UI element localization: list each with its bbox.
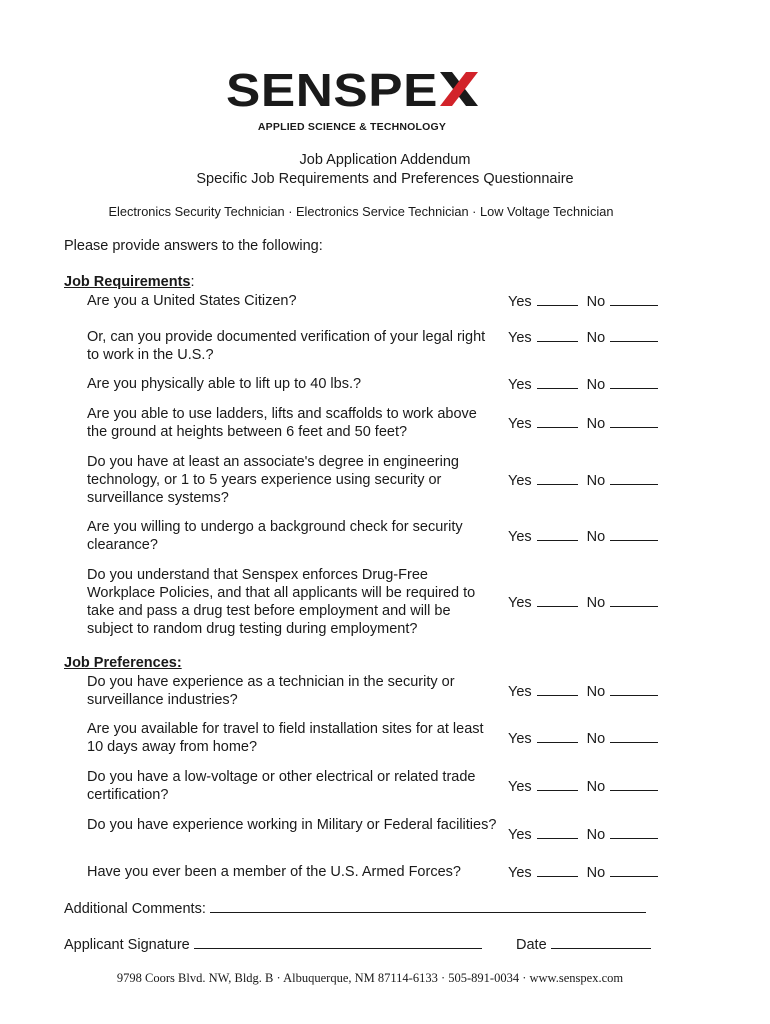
no-blank[interactable]: [610, 328, 658, 342]
title-line-2: Specific Job Requirements and Preferences Questionnaire: [196, 171, 574, 187]
yes-label: Yes: [508, 779, 532, 795]
requirement-answer-6: [508, 527, 668, 545]
requirement-question-5: Do you have at least an associate's degree in engineering technology, or 1 to 5 years experience using security or surveillance systems?: [87, 454, 459, 506]
title-line-1: Job Application Addendum: [299, 152, 471, 168]
preference-answer-1: [508, 682, 668, 700]
yes-blank[interactable]: [537, 593, 578, 607]
preference-question-3: Do you have a low-voltage or other electrical or related trade certification?: [87, 769, 476, 803]
requirement-question-3: Are you physically able to lift up to 40 lbs.?: [87, 376, 362, 392]
comments-blank[interactable]: [210, 898, 646, 913]
no-blank[interactable]: [610, 471, 658, 485]
no-label: No: [586, 684, 606, 700]
preference-question-1: Do you have experience as a technician in the security or surveillance industries?: [87, 674, 455, 708]
yes-blank[interactable]: [537, 527, 578, 541]
requirement-question-2: Or, can you provide documented verification of your legal right to work in the U.S.?: [87, 329, 486, 363]
yes-label: Yes: [508, 377, 532, 393]
preference-question-5: Have you ever been a member of the U.S. Armed Forces?: [87, 864, 461, 880]
yes-blank[interactable]: [537, 729, 578, 743]
no-label: No: [586, 865, 606, 881]
no-blank[interactable]: [610, 527, 658, 541]
requirement-answer-1: [508, 292, 668, 310]
requirements-heading-text: Job Requirements: [64, 274, 191, 290]
no-blank[interactable]: [610, 375, 658, 389]
date-label: Date: [516, 937, 547, 953]
requirement-answer-3: [508, 375, 668, 393]
yes-blank[interactable]: [537, 414, 578, 428]
no-label: No: [586, 529, 606, 545]
preference-question-4: Do you have experience working in Military or Federal facilities?: [87, 817, 497, 833]
no-label: No: [586, 377, 606, 393]
requirement-question-4: Are you able to use ladders, lifts and scaffolds to work above the ground at heights between 6 feet and 50 feet?: [87, 406, 477, 440]
no-label: No: [586, 330, 606, 346]
yes-blank[interactable]: [537, 328, 578, 342]
yes-blank[interactable]: [537, 825, 578, 839]
no-blank[interactable]: [610, 729, 658, 743]
no-label: No: [586, 294, 606, 310]
yes-label: Yes: [508, 294, 532, 310]
yes-label: Yes: [508, 731, 532, 747]
additional-comments-field: [64, 898, 646, 917]
yes-blank[interactable]: [537, 682, 578, 696]
requirement-question-1: Are you a United States Citizen?: [87, 293, 297, 309]
signature-label: Applicant Signature: [64, 937, 190, 953]
preference-question-2: Are you available for travel to field installation sites for at least 10 days away from home?: [87, 721, 484, 755]
requirement-answer-2: [508, 328, 668, 346]
yes-label: Yes: [508, 416, 532, 432]
yes-label: Yes: [508, 330, 532, 346]
preferences-heading: Job Preferences:: [64, 655, 182, 671]
date-field: [516, 934, 651, 953]
no-blank[interactable]: [610, 777, 658, 791]
no-label: No: [586, 827, 606, 843]
date-blank[interactable]: [551, 934, 651, 949]
yes-blank[interactable]: [537, 777, 578, 791]
no-label: No: [586, 473, 606, 489]
yes-label: Yes: [508, 865, 532, 881]
yes-label: Yes: [508, 595, 532, 611]
yes-label: Yes: [508, 529, 532, 545]
no-label: No: [586, 595, 606, 611]
requirement-answer-4: [508, 414, 668, 432]
no-blank[interactable]: [610, 593, 658, 607]
logo-tagline: APPLIED SCIENCE & TECHNOLOGY: [257, 121, 447, 133]
yes-label: Yes: [508, 827, 532, 843]
requirement-question-6: Are you willing to undergo a background check for security clearance?: [87, 519, 463, 553]
no-blank[interactable]: [610, 825, 658, 839]
no-blank[interactable]: [610, 414, 658, 428]
no-blank[interactable]: [610, 682, 658, 696]
position-list: Electronics Security Technician · Electronics Service Technician · Low Voltage Technician: [108, 204, 614, 219]
senspex-logo: [226, 66, 482, 110]
yes-label: Yes: [508, 473, 532, 489]
document-title: [0, 151, 770, 189]
applicant-signature-field: [64, 934, 482, 953]
no-label: No: [586, 416, 606, 432]
yes-blank[interactable]: [537, 471, 578, 485]
requirement-answer-5: [508, 471, 668, 489]
preference-answer-4: [508, 825, 668, 843]
preference-answer-3: [508, 777, 668, 795]
no-label: No: [586, 779, 606, 795]
comments-label: Additional Comments:: [64, 901, 206, 917]
preference-answer-5: [508, 863, 668, 881]
signature-blank[interactable]: [194, 934, 482, 949]
logo-wordmark: SENSPE: [226, 66, 438, 110]
intro-text: Please provide answers to the following:: [64, 238, 323, 254]
preference-answer-2: [508, 729, 668, 747]
no-label: No: [586, 731, 606, 747]
requirements-heading-colon: :: [190, 274, 195, 290]
logo-x-mark: [440, 72, 478, 106]
footer-address: 9798 Coors Blvd. NW, Bldg. B · Albuquerque, NM 87114-6133 · 505-891-0034 · www.senspex.com: [116, 971, 624, 985]
no-blank[interactable]: [610, 292, 658, 306]
requirement-answer-7: [508, 593, 668, 611]
requirement-question-7: Do you understand that Senspex enforces Drug-Free Workplace Policies, and that all applicants will be required to take and pass a drug test before employment and will be subject to random drug testing during employment?: [87, 567, 476, 637]
yes-label: Yes: [508, 684, 532, 700]
no-blank[interactable]: [610, 863, 658, 877]
requirements-heading: [64, 274, 195, 290]
yes-blank[interactable]: [537, 375, 578, 389]
yes-blank[interactable]: [537, 292, 578, 306]
yes-blank[interactable]: [537, 863, 578, 877]
